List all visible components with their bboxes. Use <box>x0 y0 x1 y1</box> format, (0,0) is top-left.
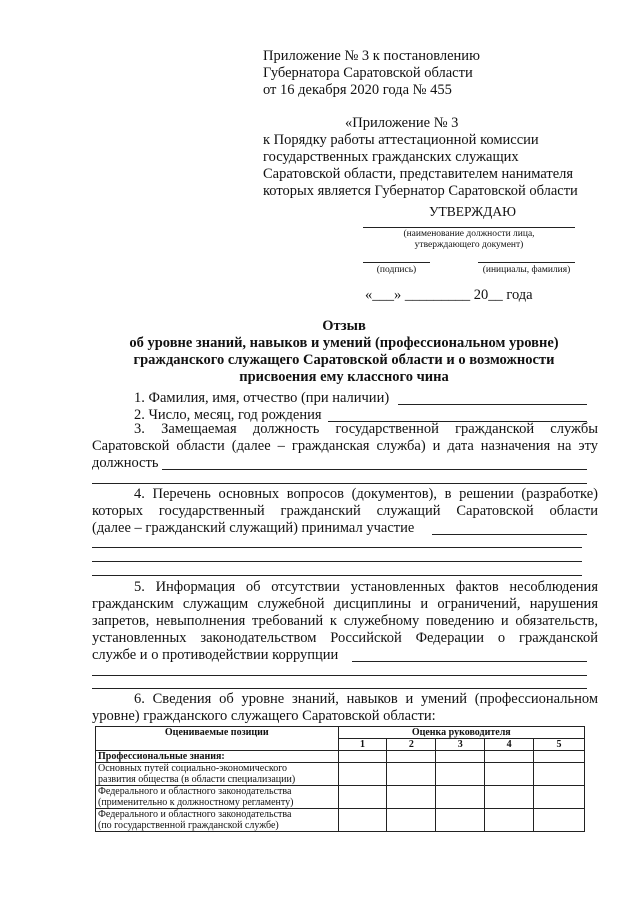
score-cell[interactable] <box>338 809 387 832</box>
item-1-fill-line <box>398 404 587 405</box>
item-3-line-1: 3. Замещаемая должность государственной гражданской службы <box>134 421 598 437</box>
score-header: 1 <box>338 739 387 751</box>
position-line <box>363 227 575 228</box>
appendix-line-2: к Порядку работы аттестационной комиссии <box>263 132 539 148</box>
item-3-fill-line-2 <box>92 483 587 484</box>
col-header-rating: Оценка руководителя <box>338 727 584 739</box>
score-cell[interactable] <box>436 763 485 786</box>
header-line-2: Губернатора Саратовской области <box>263 65 473 81</box>
header-line-1: Приложение № 3 к постановлению <box>263 48 480 64</box>
signature-hint: (подпись) <box>376 265 417 275</box>
score-cell[interactable] <box>387 786 436 809</box>
row-label: Федерального и областного законодательства (по государственной гражданской службе) <box>96 809 339 832</box>
table-row <box>96 809 585 832</box>
score-cell[interactable] <box>485 786 534 809</box>
table-row <box>96 763 585 786</box>
appendix-line-1: «Приложение № 3 <box>345 115 459 131</box>
position-hint-1: (наименование должности лица, <box>403 229 535 239</box>
score-cell[interactable] <box>387 809 436 832</box>
item-5-fill-line-1 <box>352 661 587 662</box>
score-cell[interactable] <box>485 809 534 832</box>
item-6-line-1: 6. Сведения об уровне знаний, навыков и умений (профессиональном <box>134 691 598 707</box>
item-6-line-2: уровне) гражданского служащего Саратовской области: <box>92 708 436 724</box>
score-cell[interactable] <box>338 786 387 809</box>
item-4-fill-line-4 <box>92 575 582 576</box>
header-line-3: от 16 декабря 2020 года № 455 <box>263 82 452 98</box>
item-5-fill-line-2 <box>92 675 587 676</box>
doc-subtitle-1: об уровне знаний, навыков и умений (профессиональном уровне) <box>129 335 559 351</box>
item-4-line-3: (далее – гражданский служащий) принимал участие <box>92 520 415 536</box>
score-header: 3 <box>436 739 485 751</box>
score-header: 5 <box>534 739 585 751</box>
score-cell[interactable] <box>436 786 485 809</box>
item-4-line-1: 4. Перечень основных вопросов (документов), в решении (разработке) <box>134 486 598 502</box>
item-5-line-2: гражданским служащим служебной дисциплины и ограничений, нарушения <box>92 596 598 612</box>
item-3-line-2: Саратовской области (далее – гражданская служба) и дата назначения на эту <box>92 438 598 454</box>
score-cell[interactable] <box>338 763 387 786</box>
score-cell[interactable] <box>485 763 534 786</box>
item-4-line-2: которых государственный гражданский служащий Саратовской области <box>92 503 598 519</box>
name-hint: (инициалы, фамилия) <box>482 265 571 275</box>
item-5-line-3: запретов, невыполнения требований к служебному поведению и обязательств, <box>92 613 598 629</box>
position-hint-2: утверждающего документ) <box>414 240 524 250</box>
item-5-line-1: 5. Информация об отсутствии установленных фактов несоблюдения <box>134 579 598 595</box>
score-cell[interactable] <box>534 763 585 786</box>
approval-date: «___» _________ 20__ года <box>365 287 533 303</box>
score-cell[interactable] <box>436 809 485 832</box>
table-row <box>96 786 585 809</box>
item-5-line-4: установленных законодательством Российской Федерации о гражданской <box>92 630 598 646</box>
item-3-line-3: должность <box>92 455 159 471</box>
row-label: Федерального и областного законодательства (применительно к должностному регламенту) <box>96 786 339 809</box>
doc-subtitle-2: гражданского служащего Саратовской области и о возможности <box>133 352 555 368</box>
row-label: Основных путей социально-экономического развития общества (в области специализации) <box>96 763 339 786</box>
item-5-fill-line-3 <box>92 688 587 689</box>
section-professional-knowledge: Профессиональные знания: <box>96 751 339 763</box>
approve-title: УТВЕРЖДАЮ <box>429 204 517 219</box>
evaluation-table <box>95 726 585 832</box>
item-5-line-5: службе и о противодействии коррупции <box>92 647 339 663</box>
appendix-line-5: которых является Губернатор Саратовской области <box>263 183 578 199</box>
score-header: 2 <box>387 739 436 751</box>
name-line <box>478 262 575 263</box>
doc-subtitle-3: присвоения ему классного чина <box>239 369 449 385</box>
item-4-fill-line-1 <box>432 534 587 535</box>
item-1-label: 1. Фамилия, имя, отчество (при наличии) <box>134 390 390 406</box>
score-cell[interactable] <box>534 786 585 809</box>
score-header: 4 <box>485 739 534 751</box>
item-4-fill-line-2 <box>92 547 582 548</box>
score-cell[interactable] <box>387 763 436 786</box>
doc-title: Отзыв <box>322 318 366 334</box>
signature-line <box>363 262 430 263</box>
item-4-fill-line-3 <box>92 561 582 562</box>
col-header-positions: Оцениваемые позиции <box>96 727 339 751</box>
appendix-line-4: Саратовской области, представителем нанимателя <box>263 166 574 182</box>
appendix-line-3: государственных гражданских служащих <box>263 149 519 165</box>
item-3-fill-line-1 <box>162 469 587 470</box>
item-2-label: 2. Число, месяц, год рождения <box>134 407 322 423</box>
score-cell[interactable] <box>534 809 585 832</box>
